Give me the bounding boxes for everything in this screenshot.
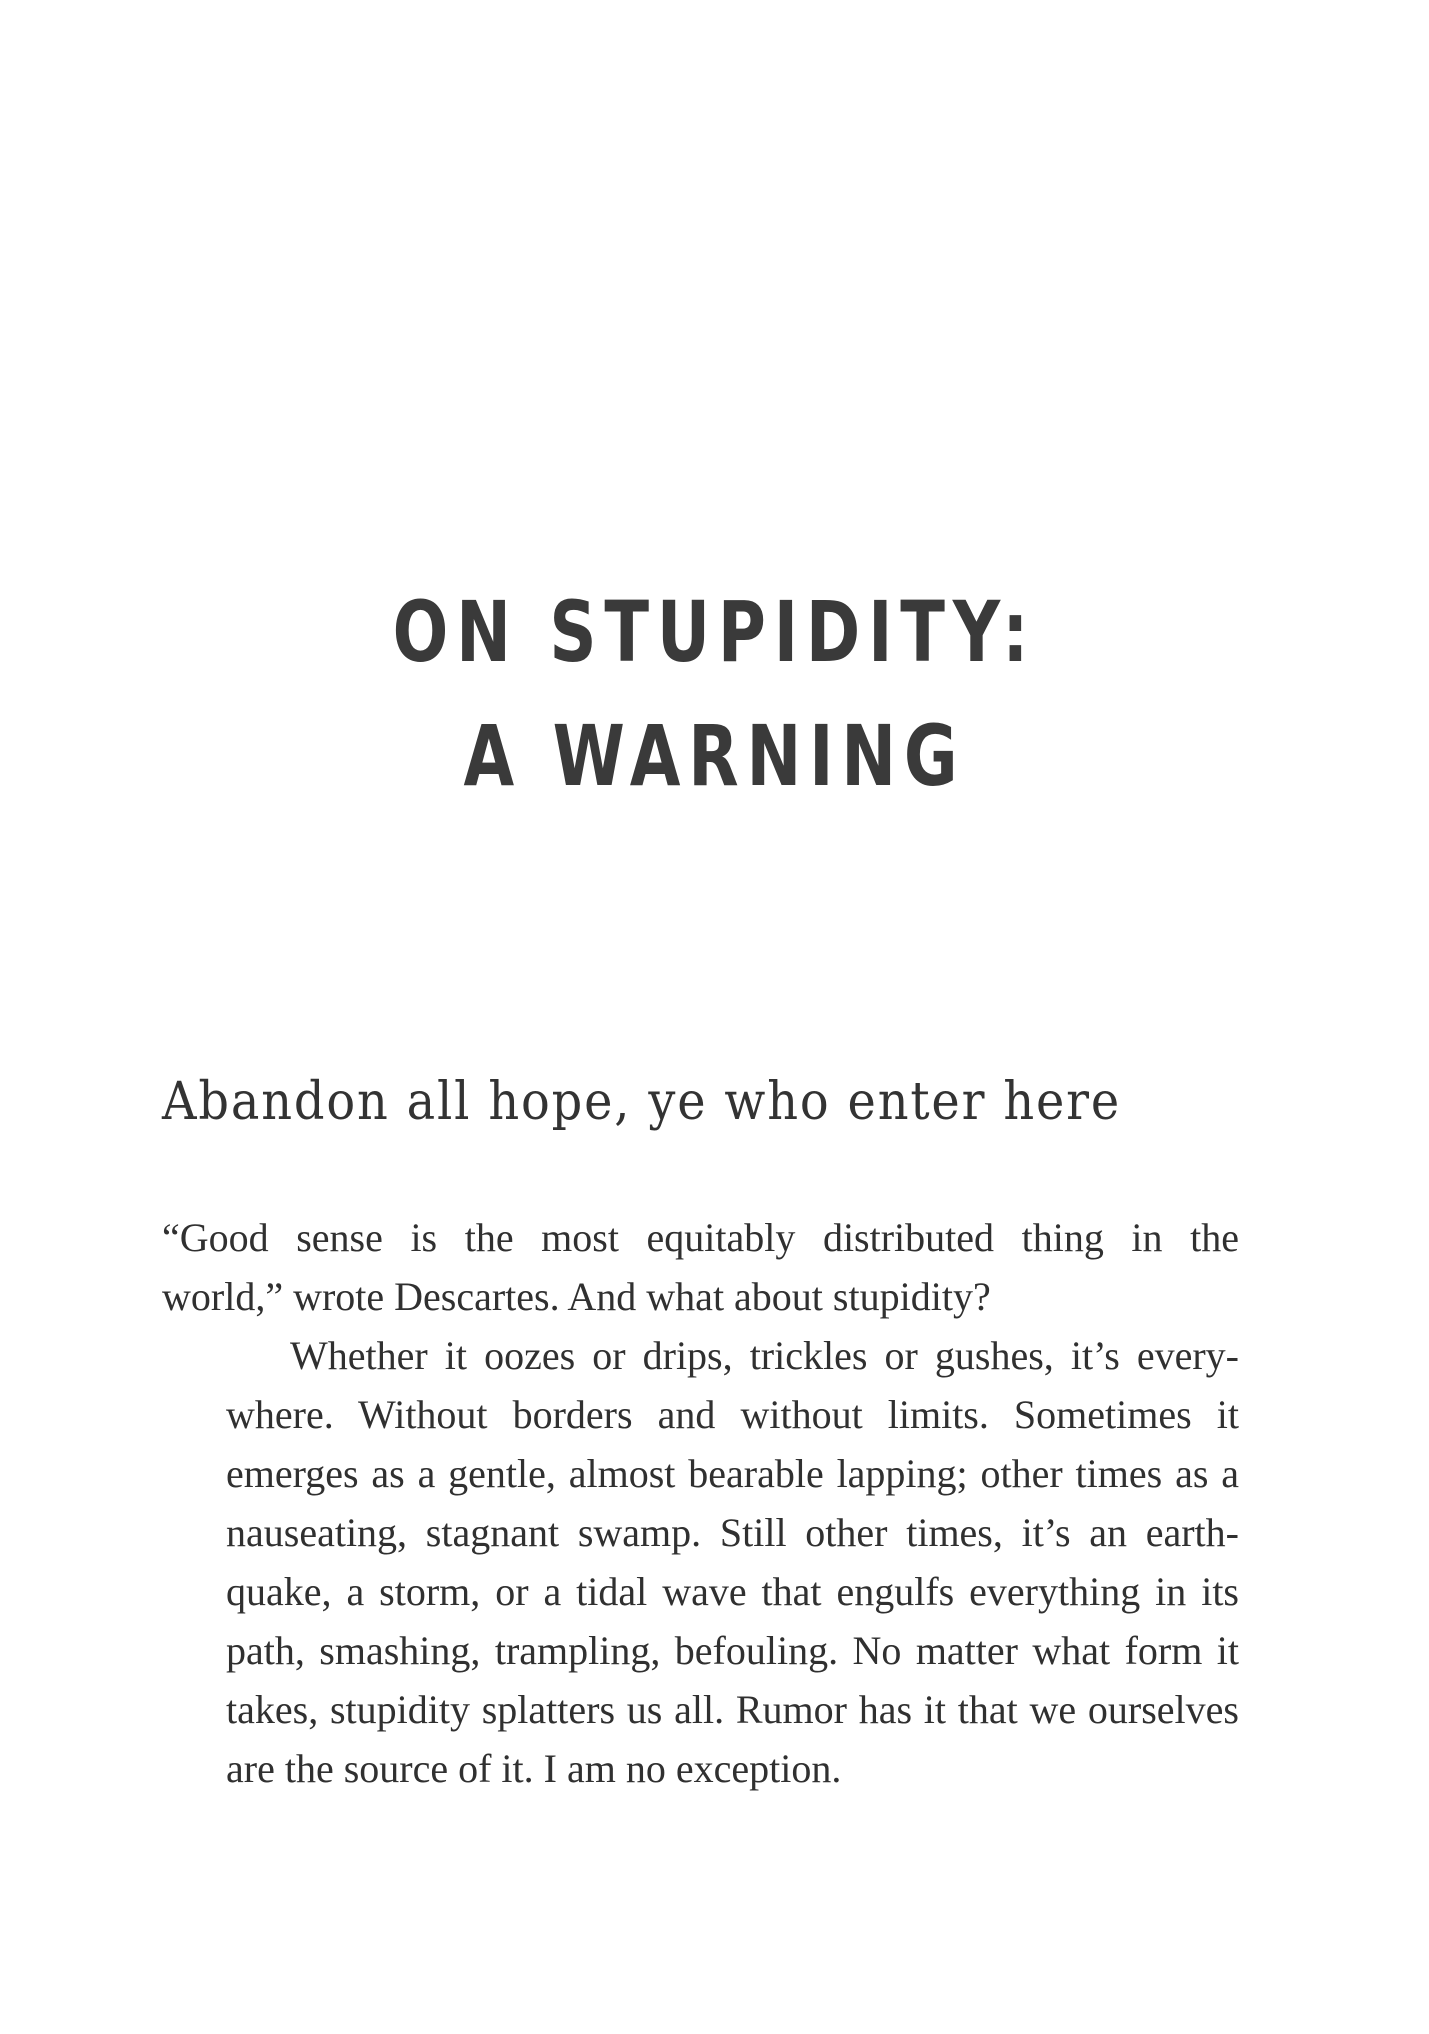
paragraph-2 xyxy=(162,1326,1239,1798)
text-line: nauseating, stagnant swamp. Still other times, it’s an earth- xyxy=(226,1510,1239,1555)
text-line: Whether it oozes or drips, trickles or gushes, it’s every- xyxy=(290,1333,1239,1378)
chapter-title xyxy=(157,570,1272,818)
text-line: world,” wrote Descartes. And what about stupidity? xyxy=(162,1274,991,1319)
paragraph-1 xyxy=(162,1208,1239,1326)
section-heading: Abandon all hope, ye who enter here xyxy=(162,1072,1121,1132)
body-text xyxy=(162,1208,1239,1798)
text-line: emerges as a gentle, almost bearable lapping; other times as a xyxy=(226,1451,1239,1496)
text-line: where. Without borders and without limits. Sometimes it xyxy=(226,1392,1239,1437)
text-line: are the source of it. I am no exception. xyxy=(226,1746,842,1791)
text-line: path, smashing, trampling, befouling. No matter what form it xyxy=(226,1628,1239,1673)
text-line: “Good sense is the most equitably distributed thing in the xyxy=(162,1215,1239,1260)
text-line: takes, stupidity splatters us all. Rumor has it that we ourselves xyxy=(226,1687,1239,1732)
chapter-title-line-1: ON STUPIDITY: xyxy=(392,583,1037,681)
text-line: quake, a storm, or a tidal wave that engulfs everything in its xyxy=(226,1569,1239,1614)
chapter-title-line-2: A WARNING xyxy=(463,707,966,805)
